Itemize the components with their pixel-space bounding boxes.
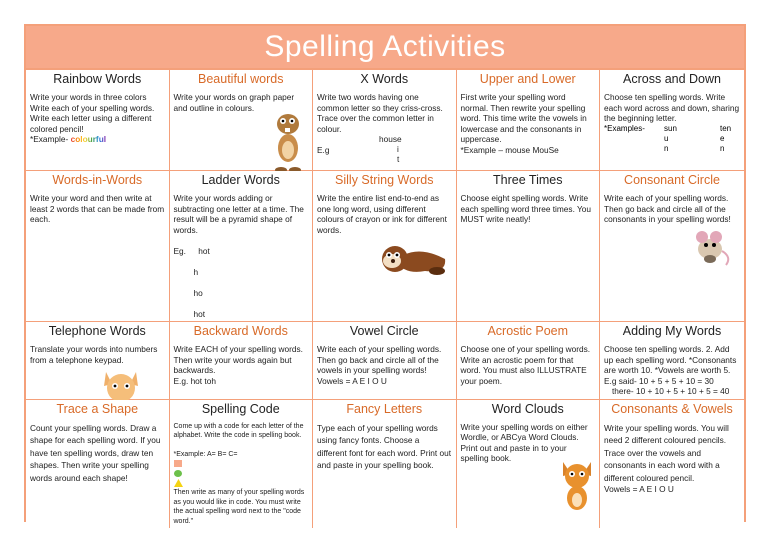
card-word-clouds <box>457 400 601 529</box>
x-example <box>317 134 452 168</box>
card-body: Choose ten spelling words. Write each word across and down, sharing the beginning letter. <box>604 92 740 123</box>
card-example: *Example – mouse MouSe <box>460 144 559 155</box>
card-across-and-down <box>600 70 744 171</box>
card-heading: Ladder Words <box>201 173 280 187</box>
rat-cartoon-icon <box>686 227 734 267</box>
square-icon <box>174 460 182 467</box>
card-body: Write each of your spelling words. Then go back and circle all of the consonants in your spelling words! <box>604 193 731 224</box>
ladder-step: h <box>193 266 199 277</box>
example-word: sun <box>664 123 677 133</box>
card-heading: Words-in-Words <box>52 173 143 187</box>
card-body: Count your spelling words. Draw a shape for each spelling word. If you have ten spelling words, draw ten shapes. Then write your spelling words around each shape! <box>30 422 161 483</box>
card-text: Write your words in three colors Write each of your spelling words. Write each letter using a different colored pencil! <box>30 92 155 134</box>
card-vowel-circle <box>313 322 457 400</box>
ferret-cartoon-icon <box>375 231 455 279</box>
page-title: Spelling Activities <box>26 26 744 70</box>
card-rainbow-words <box>26 70 170 171</box>
card-silly-string-words <box>313 171 457 322</box>
card-heading: Backward Words <box>193 324 288 338</box>
example-label: *Example- <box>30 134 71 144</box>
card-example: there- 10 + 10 + 5 + 10 + 5 = 40 <box>612 386 730 396</box>
card-heading: Word Clouds <box>491 401 564 416</box>
card-example: E.g said- 10 + 5 + 5 + 10 = 30 <box>604 375 714 386</box>
card-acrostic-poem <box>457 322 601 400</box>
card-body <box>30 92 165 145</box>
example-text: *Example: A= B= C= <box>173 451 238 458</box>
card-heading: Upper and Lower <box>479 72 576 86</box>
card-consonants-and-vowels <box>600 400 744 529</box>
card-body: Write your words adding or subtracting one letter at a time. The result will be a pyramid shape of words. <box>173 193 304 235</box>
card-heading: Spelling Code <box>201 401 280 416</box>
card-x-words <box>313 70 457 171</box>
card-telephone-words <box>26 322 170 400</box>
x-down-letter: t <box>397 154 400 164</box>
triangle-icon <box>174 479 183 487</box>
activities-sheet <box>24 24 746 525</box>
activities-grid <box>26 70 744 525</box>
card-heading: Trace a Shape <box>56 401 139 416</box>
rainbow-example-word: colourful <box>70 134 107 144</box>
card-body: First write your spelling word normal. Then rewrite your spelling word. This time write the vowels in lowercase and the consonants in uppercase. <box>460 92 587 144</box>
example-letter: n <box>664 143 669 153</box>
card-body: Write each of your spelling words. Then go back and circle all of the vowels in your spelling words! <box>317 344 442 375</box>
card-heading: Consonants & Vowels <box>611 401 733 416</box>
card-trace-a-shape <box>26 400 170 529</box>
fox-cartoon-icon <box>557 458 597 514</box>
example-label: *Examples- <box>604 123 645 133</box>
eg-label: Eg. <box>173 245 186 256</box>
x-across-word: house <box>379 134 402 144</box>
card-heading: Acrostic Poem <box>487 324 569 338</box>
card-heading: Adding My Words <box>622 324 722 338</box>
eg-label: E.g <box>317 144 330 155</box>
card-body: Choose one of your spelling words. Write an acrostic poem for that word. You must also ILLUSTRATE your poem. <box>460 344 591 386</box>
card-body: Translate your words into numbers from a telephone keypad. <box>30 344 158 365</box>
card-body: Write your spelling words. You will need 2 different coloured pencils. Trace over the vowels and consonants in each word with a different coloured pencil. <box>604 422 729 483</box>
card-heading: Fancy Letters <box>346 401 423 416</box>
beaver-cartoon-icon <box>270 110 306 176</box>
card-ladder-words <box>170 171 314 322</box>
card-body: Come up with a code for each letter of the alphabet. Write the code in spelling book. <box>173 422 304 439</box>
card-heading: Rainbow Words <box>53 72 142 86</box>
card-backward-words <box>170 322 314 400</box>
card-heading: X Words <box>360 72 409 86</box>
card-heading: Consonant Circle <box>624 173 720 187</box>
card-body: Write the entire list end-to-end as one long word, using different colours of crayon or ink for different words. <box>317 193 447 235</box>
card-heading: Three Times <box>493 173 563 187</box>
card-body: Choose eight spelling words. Write each spelling word three times. You MUST write neatly! <box>460 193 592 224</box>
ladder-step: hot <box>193 308 206 319</box>
card-heading: Telephone Words <box>48 324 146 338</box>
vowels-line: Vowels = A E I O U <box>317 375 387 386</box>
card-heading: Across and Down <box>623 72 721 86</box>
card-beautiful-words <box>170 70 314 171</box>
card-heading: Silly String Words <box>335 173 434 187</box>
card-body: Write your word and then write at least 2 words that can be made from each. <box>30 193 165 224</box>
card-heading: Beautiful words <box>198 72 284 86</box>
ladder-example <box>174 235 309 319</box>
card-consonant-circle <box>600 171 744 322</box>
card-body: Then write as many of your spelling words as you would like in code. You must write the actual spelling word next to the "code word." <box>173 489 305 525</box>
x-down-letter: i <box>397 144 399 154</box>
code-example <box>174 441 309 489</box>
example-word: ten <box>720 123 732 133</box>
across-down-example <box>604 124 740 154</box>
card-example: E.g. hot toh <box>173 375 216 386</box>
circle-icon <box>174 470 182 477</box>
card-heading: Vowel Circle <box>349 324 419 338</box>
ladder-step: ho <box>193 287 203 298</box>
card-adding-my-words <box>600 322 744 400</box>
ladder-step: hot <box>198 245 210 256</box>
card-spelling-code <box>170 400 314 529</box>
example-letter: u <box>664 133 669 143</box>
vowels-line: Vowels = A E I O U <box>604 484 674 494</box>
card-three-times <box>457 171 601 322</box>
card-body: Write your words on graph paper and outline in colours. <box>173 92 295 113</box>
card-body: Write your spelling words on either Wordle, or ABCya Word Clouds. Print out and paste in to your spelling book. <box>460 421 588 463</box>
example-letter: n <box>720 143 725 153</box>
card-words-in-words <box>26 171 170 322</box>
card-body: Type each of your spelling words using fancy fonts. Choose a different font for each word. Print out and paste in your spelling book. <box>317 422 452 470</box>
card-body: Write two words having one common letter so they criss-cross. Trace over the common letter in colour. <box>317 92 443 134</box>
card-fancy-letters <box>313 400 457 529</box>
example-letter: e <box>720 133 725 143</box>
card-body: Choose ten spelling words. 2. Add up each spelling word. *Consonants are worth 10. *Vowels are worth 5. <box>604 344 737 375</box>
card-upper-and-lower <box>457 70 601 171</box>
card-body: Write EACH of your spelling words. Then write your words again but backwards. <box>173 344 303 375</box>
